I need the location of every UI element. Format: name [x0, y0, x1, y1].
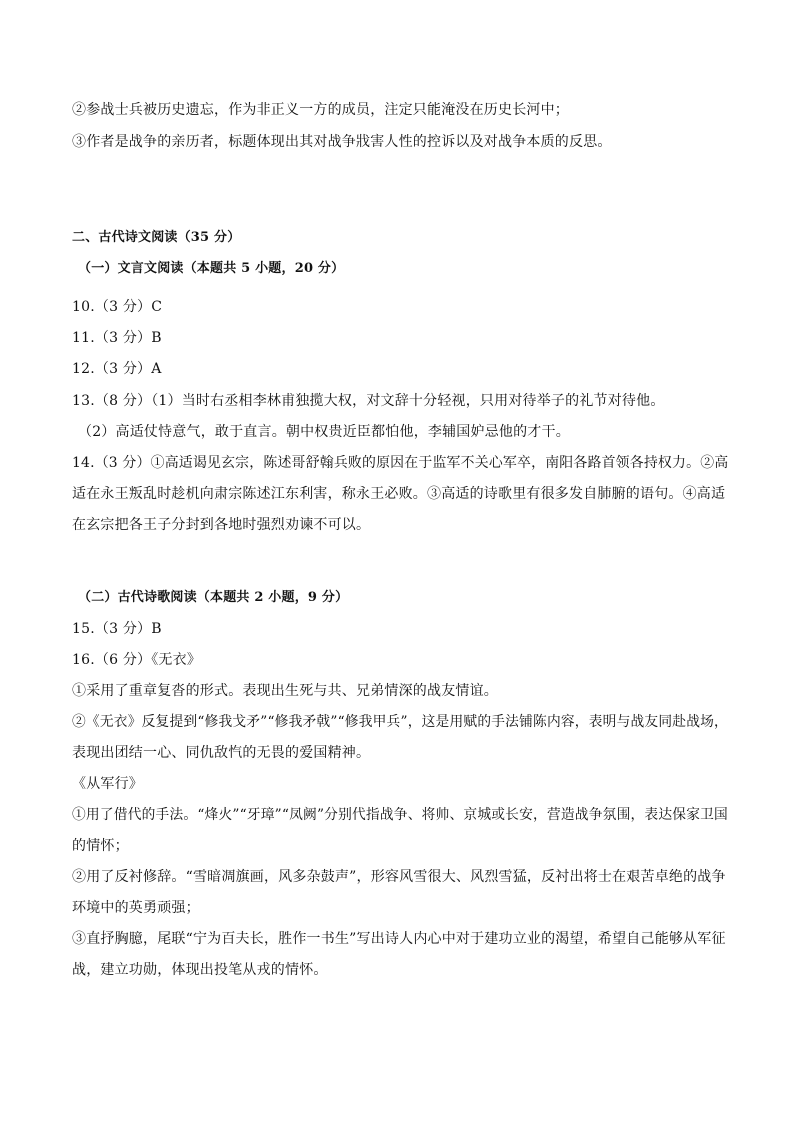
- subsection-heading: （一）文言文阅读（本题共 5 小题，20 分）: [78, 261, 345, 276]
- answer-q16-line: 表现出团结一心、同仇敌忾的无畏的爱国精神。: [72, 745, 371, 761]
- subsection-heading: （二）古代诗歌阅读（本题共 2 小题，9 分）: [78, 590, 349, 605]
- answer-q14-line: 适在永王叛乱时趁机向肃宗陈述江东利害，称永王必败。③高适的诗歌里有很多发自肺腑的语句。④高适: [72, 486, 726, 502]
- section-heading: 二、古代诗文阅读（35 分）: [72, 230, 241, 245]
- answer-q16-line: ①用了借代的手法。“烽火”“牙璋”“凤阙”分别代指战争、将帅、京城或长安，营造战争氛围，表达保家卫国: [72, 807, 728, 823]
- answer-q16-line: 战，建立功勋，体现出投笔从戎的情怀。: [72, 962, 328, 978]
- answer-line: ②参战士兵被历史遗忘，作为非正义一方的成员，注定只能淹没在历史长河中；: [72, 102, 569, 118]
- answer-q14-line: 14.（3 分）①高适谒见玄宗，陈述哥舒翰兵败的原因在于监军不关心军卒，南阳各路首领各持权力。②高: [72, 455, 729, 471]
- answer-q10: 10.（3 分）C: [72, 299, 163, 315]
- answer-q12: 12.（3 分）A: [72, 361, 162, 377]
- answer-q11: 11.（3 分）B: [72, 330, 162, 346]
- answer-q16-line: ①采用了重章复沓的形式。表现出生死与共、兄弟情深的战友情谊。: [72, 683, 498, 699]
- answer-q16-line: ②用了反衬修辞。“雪暗凋旗画，风多杂鼓声”，形容风雪很大、风烈雪猛，反衬出将士在艰苦卓绝的战争: [72, 869, 726, 885]
- answer-q13-line: 13.（8 分）（1）当时右丞相李林甫独揽大权，对文辞十分轻视，只用对待举子的礼节对待他。: [72, 393, 665, 409]
- answer-q16-line: ②《无衣》反复提到“修我戈矛”“修我矛戟”“修我甲兵”，这是用赋的手法铺陈内容，表明与战友同赴战场，: [72, 714, 728, 730]
- answer-q15: 15.（3 分）B: [72, 621, 162, 637]
- answer-q14-line: 在玄宗把各王子分封到各地时强烈劝谏不可以。: [72, 517, 371, 533]
- answer-q16-line: 的情怀；: [72, 838, 129, 854]
- answer-q16-line: 环境中的英勇顽强；: [72, 900, 200, 916]
- answer-line: ③作者是战争的亲历者，标题体现出其对战争戕害人性的控诉以及对战争本质的反思。: [72, 134, 612, 150]
- answer-q16-head: 16.（6 分）《无衣》: [72, 652, 202, 668]
- answer-q16-line: ③直抒胸臆，尾联“宁为百夫长，胜作一书生”写出诗人内心中对于建功立业的渴望，希望自己能够从军征: [72, 931, 726, 947]
- answer-q13-line: （2）高适仗恃意气，敢于直言。朝中权贵近臣都怕他，李辅国妒忌他的才干。: [78, 424, 570, 440]
- poem-title: 《从军行》: [72, 776, 143, 792]
